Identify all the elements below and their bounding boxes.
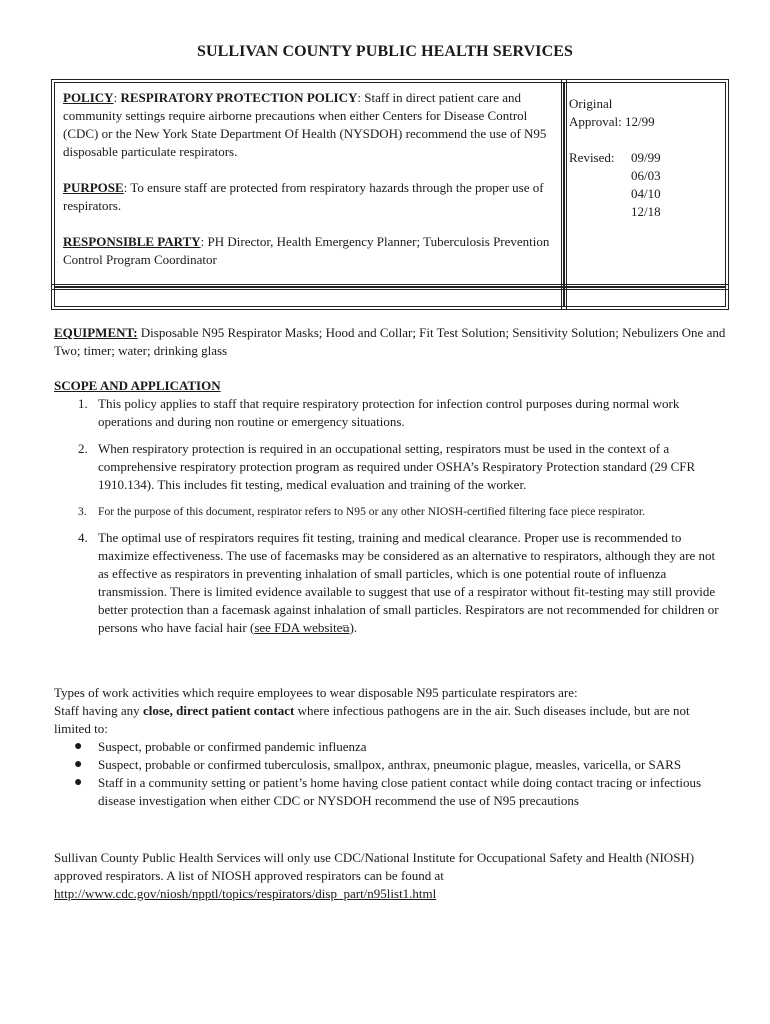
equipment-text: Disposable N95 Respirator Masks; Hood and Collar; Fit Test Solution; Sensitivity Solution; Nebulizers One and Two; timer; water; drinking glass xyxy=(54,325,726,358)
item-text: The optimal use of respirators requires fit testing, training and medical clearance. Proper use is recommended to maximize effectiveness. The use of facemasks may be considered as an alternative to respirators, although they are not as effective as respirators in preventing inhalation of small particles, which is one potential route of influenza transmission. There is limited evidence available to suggest that use of a respirator without fit-testing may still provide better protection than a facemask against inhalation of small particles. Respirators are not recommended for children or persons who have facial hair ( xyxy=(98,530,719,635)
item-number: 2. xyxy=(78,441,88,456)
list-item xyxy=(54,503,726,520)
revised-date: 12/18 xyxy=(631,204,661,219)
list-item xyxy=(54,756,726,774)
item-text: When respiratory protection is required in an occupational setting, respirators must be used in the context of a comprehensive respiratory protection program as required under OSHA’s Respiratory Protection standard (29 CFR 1910.134). This includes fit testing, medical evaluation and training of the worker. xyxy=(98,441,696,492)
policy-name: RESPIRATORY PROTECTION POLICY xyxy=(120,90,358,105)
niosh-section xyxy=(54,849,726,903)
equipment-section xyxy=(54,324,726,360)
policy-text-block xyxy=(63,89,553,287)
policy-cell xyxy=(54,82,564,287)
scope-list xyxy=(54,395,726,639)
purpose-paragraph: PURPOSE: To ensure staff are protected from respiratory hazards through the proper use of respirators. xyxy=(63,180,544,213)
responsible-paragraph: RESPONSIBLE PARTY: PH Director, Health Emergency Planner; Tuberculosis Prevention Control Program Coordinator xyxy=(63,234,550,267)
list-item xyxy=(54,440,726,494)
scope-heading: SCOPE AND APPLICATION xyxy=(54,378,221,393)
item-text: For the purpose of this document, respirator refers to N95 or any other NIOSH-certified filtering face piece respirator. xyxy=(98,505,645,518)
policy-header-table xyxy=(54,82,726,308)
revision-list xyxy=(569,149,719,221)
page-title: SULLIVAN COUNTY PUBLIC HEALTH SERVICES xyxy=(196,43,574,60)
purpose-label: PURPOSE xyxy=(63,180,124,195)
revised-label: Revised: xyxy=(569,150,615,165)
item-text: This policy applies to staff that require respiratory protection for infection control purposes during normal work operations and during non routine or emergency situations. xyxy=(98,396,680,429)
item-number: 4. xyxy=(78,530,88,545)
disease-list xyxy=(54,738,726,810)
external-link-icon[interactable]: ⧉ xyxy=(342,624,350,635)
responsible-text: PH Director, Health Emergency Planner; Tuberculosis Prevention Control Program Coordinator xyxy=(63,234,550,267)
fda-website-link[interactable] xyxy=(254,620,349,635)
revised-date: 09/99 xyxy=(631,150,661,165)
list-item xyxy=(54,529,726,639)
empty-cell-right xyxy=(564,287,726,307)
bullet-text: Staff in a community setting or patient’s home having close patient contact while doing contact tracing or infectious disease investigation when either CDC or NYSDOH recommend the use of N95 precautions xyxy=(98,775,702,808)
approval-block xyxy=(569,95,719,221)
bullet-text: Suspect, probable or confirmed pandemic influenza xyxy=(98,739,367,754)
policy-label: POLICY xyxy=(63,90,114,105)
list-item xyxy=(54,395,726,431)
staff-bold: close, direct patient contact xyxy=(142,703,295,718)
scope-section xyxy=(54,377,726,648)
item-number: 3. xyxy=(78,505,87,518)
list-item xyxy=(54,774,726,810)
list-item xyxy=(54,738,726,756)
fda-link-text[interactable]: see FDA website xyxy=(254,620,343,635)
types-section xyxy=(54,684,726,810)
bullet-icon: ● xyxy=(74,757,83,772)
item-number: 1. xyxy=(78,396,88,411)
policy-text: Staff in direct patient care and community settings require airborne precautions when either Centers for Disease Control (CDC) or the New York State Department Of Health (NYSDOH) recommend the use of N95 disposable particulate respirators. xyxy=(63,90,547,159)
original-label: Original xyxy=(569,96,613,111)
equipment-label: EQUIPMENT: xyxy=(54,325,138,340)
approval-date: Approval: 12/99 xyxy=(569,114,655,129)
types-intro: Types of work activities which require employees to wear disposable N95 particulate respirators are: xyxy=(54,685,578,700)
bullet-text: Suspect, probable or confirmed tuberculosis, smallpox, anthrax, pneumonic plague, measles, varicella, or SARS xyxy=(98,757,682,772)
item-text-after: ). xyxy=(349,620,358,635)
empty-cell-left xyxy=(54,287,564,307)
revised-date: 06/03 xyxy=(631,168,661,183)
bullet-icon: ● xyxy=(74,739,83,754)
purpose-text: To ensure staff are protected from respiratory hazards through the proper use of respirators. xyxy=(63,180,544,213)
staff-paragraph xyxy=(54,702,726,738)
staff-text-after: where infectious pathogens are in the air. Such diseases include, but are not limited to: xyxy=(54,703,690,736)
revised-date: 04/10 xyxy=(631,186,661,201)
policy-paragraph: POLICY: RESPIRATORY PROTECTION POLICY: Staff in direct patient care and community settings require airborne precautions when either Centers for Disease Control (CDC) or the New York State Department Of Health (NYSDOH) recommend the use of N95 disposable particulate respirators. xyxy=(63,90,547,159)
responsible-label: RESPONSIBLE PARTY xyxy=(63,234,201,249)
niosh-list-link[interactable]: http://www.cdc.gov/niosh/npptl/topics/respirators/disp_part/n95list1.html xyxy=(54,886,437,901)
bullet-icon: ● xyxy=(74,775,83,790)
niosh-text: Sullivan County Public Health Services will only use CDC/National Institute for Occupational Safety and Health (NIOSH) approved respirators. A list of NIOSH approved respirators can be found at xyxy=(54,850,695,883)
staff-text: Staff having any xyxy=(54,703,143,718)
